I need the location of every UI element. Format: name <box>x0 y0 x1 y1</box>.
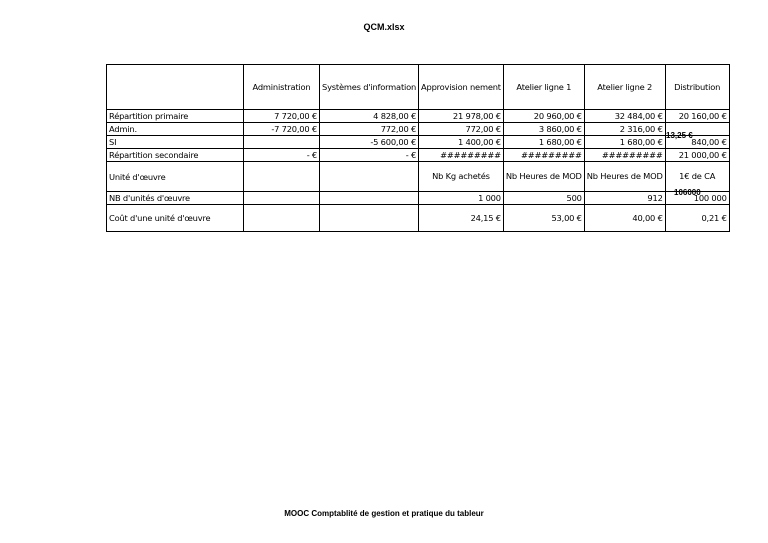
table-cell: 1€ de CA <box>665 162 729 192</box>
table-row <box>107 205 730 232</box>
side-value-units: 106000 <box>674 188 701 197</box>
header-distribution: Distribution <box>665 65 729 110</box>
table-row <box>107 192 730 205</box>
table-cell: Nb Heures de MOD <box>503 162 584 192</box>
row-label: Répartition secondaire <box>107 149 244 162</box>
header-administration: Administration <box>244 65 320 110</box>
row-label: NB d'unités d'œuvre <box>107 192 244 205</box>
table-cell: -5 600,00 € <box>320 136 419 149</box>
table-cell <box>320 162 419 192</box>
table-cell: ######### <box>584 149 665 162</box>
table-cell: 20 960,00 € <box>503 110 584 123</box>
table-cell: 53,00 € <box>503 205 584 232</box>
table-cell <box>244 192 320 205</box>
table-cell: - € <box>320 149 419 162</box>
table-cell: 0,21 € <box>665 205 729 232</box>
table-cell: 21 978,00 € <box>419 110 504 123</box>
table-cell: 7 720,00 € <box>244 110 320 123</box>
table-cell: 24,15 € <box>419 205 504 232</box>
table-cell: -7 720,00 € <box>244 123 320 136</box>
table-cell <box>320 205 419 232</box>
table-row <box>107 162 730 192</box>
row-label: SI <box>107 136 244 149</box>
table-cell: 40,00 € <box>584 205 665 232</box>
row-label: Coût d'une unité d'œuvre <box>107 205 244 232</box>
header-approvisionnement: Approvision nement <box>419 65 504 110</box>
document-title: QCM.xlsx <box>363 22 405 32</box>
table-row <box>107 110 730 123</box>
table-cell <box>320 192 419 205</box>
table-cell: ######### <box>503 149 584 162</box>
header-systemes-information: Systèmes d'information <box>320 65 419 110</box>
table-cell: 1 680,00 € <box>503 136 584 149</box>
header-atelier-ligne-1: Atelier ligne 1 <box>503 65 584 110</box>
side-value-cost: 13,25 € <box>666 131 693 140</box>
table-cell: Nb Kg achetés <box>419 162 504 192</box>
table-cell: Nb Heures de MOD <box>584 162 665 192</box>
table-cell: 20 160,00 € <box>665 110 729 123</box>
document-footer: MOOC Comptablité de gestion et pratique du tableur <box>284 509 484 518</box>
table-header-row <box>107 65 730 110</box>
row-label: Répartition primaire <box>107 110 244 123</box>
table-cell: 840,00 € <box>665 136 729 149</box>
table-cell: - € <box>244 149 320 162</box>
table-cell: 3 860,00 € <box>503 123 584 136</box>
row-label: Unité d'œuvre <box>107 162 244 192</box>
table-cell: 1 400,00 € <box>419 136 504 149</box>
table-row <box>107 136 730 149</box>
table-cell: 772,00 € <box>320 123 419 136</box>
table-cell: 21 000,00 € <box>665 149 729 162</box>
table-cell: 500 <box>503 192 584 205</box>
header-corner <box>107 65 244 110</box>
row-label: Admin. <box>107 123 244 136</box>
table-cell <box>244 205 320 232</box>
table-cell: 2 316,00 € <box>584 123 665 136</box>
table-cell <box>244 136 320 149</box>
table-row <box>107 149 730 162</box>
table-cell: ######### <box>419 149 504 162</box>
table-cell: 32 484,00 € <box>584 110 665 123</box>
table-cell: 772,00 € <box>419 123 504 136</box>
table-cell: 912 <box>584 192 665 205</box>
table-cell: 1 680,00 € <box>584 136 665 149</box>
cost-allocation-table <box>106 64 730 232</box>
table-row <box>107 123 730 136</box>
table-cell: 4 828,00 € <box>320 110 419 123</box>
table-cell: 100 000 <box>665 192 729 205</box>
header-atelier-ligne-2: Atelier ligne 2 <box>584 65 665 110</box>
table-cell: 1 000 <box>419 192 504 205</box>
table-cell <box>244 162 320 192</box>
